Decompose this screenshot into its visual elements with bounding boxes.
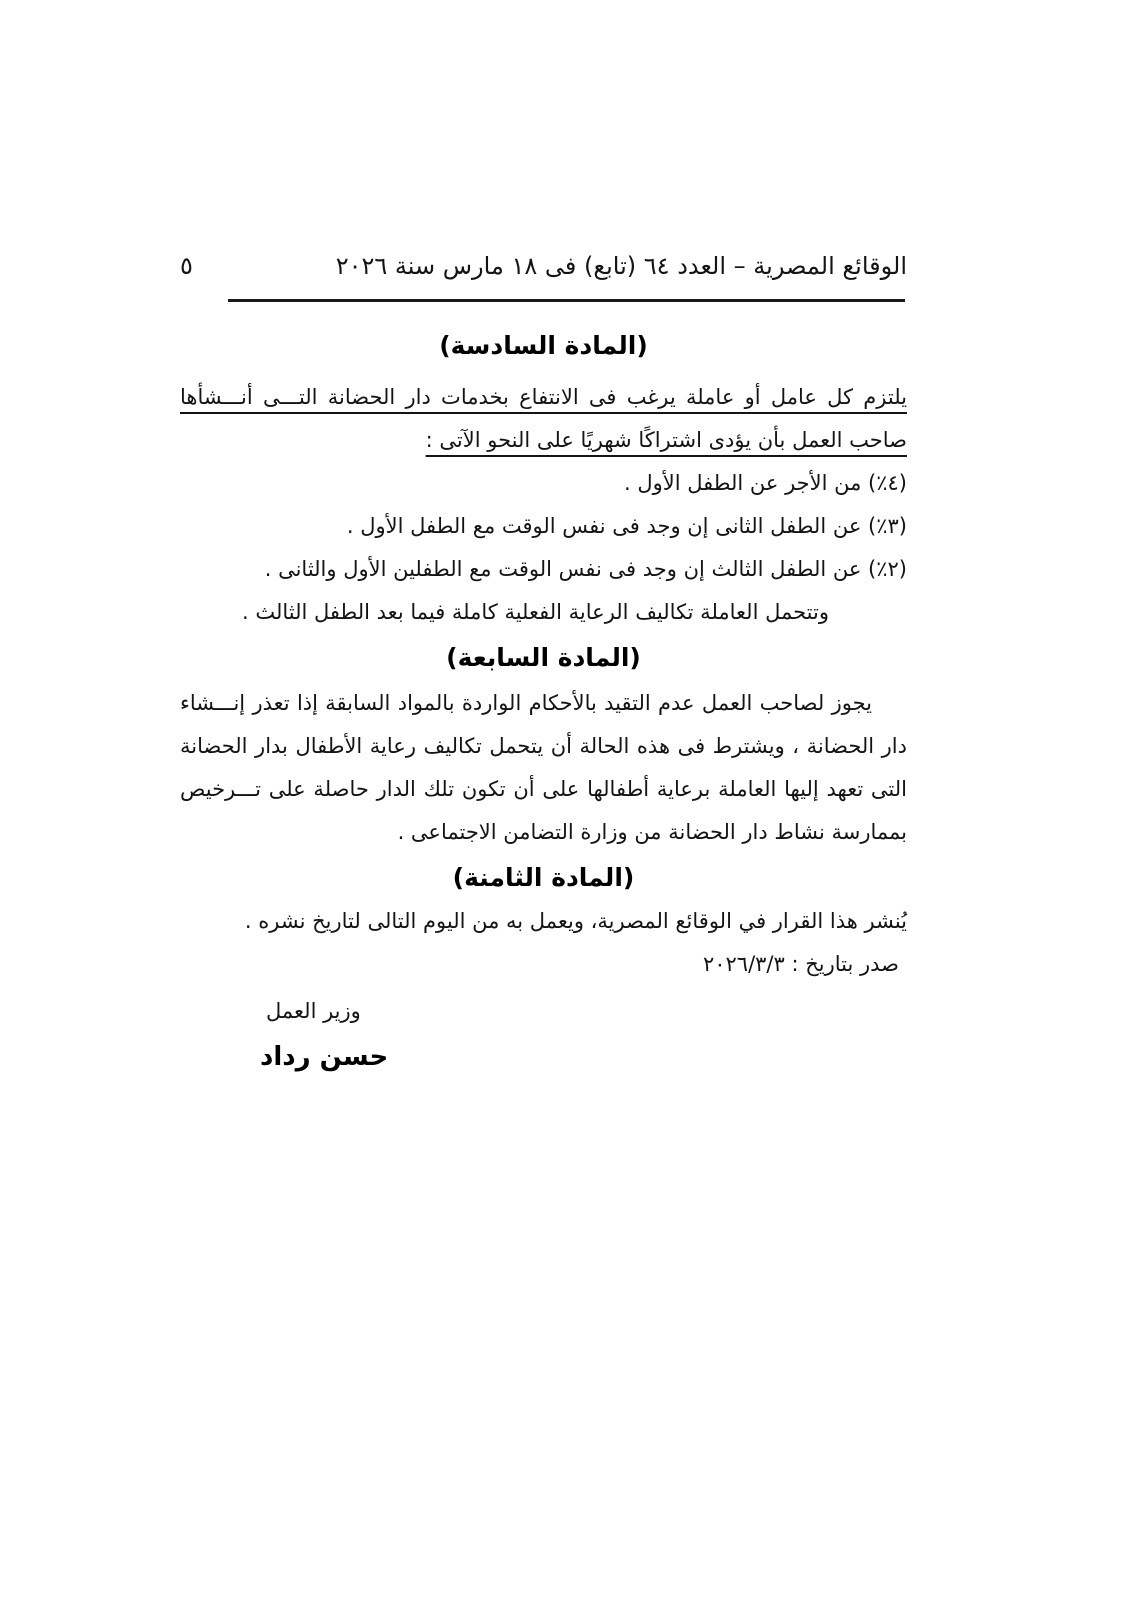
article-seven-line-1: يجوز لصاحب العمل عدم التقيد بالأحكام الواردة بالمواد السابقة إذا تعذر إنـــشاء [180, 691, 872, 715]
article-six-intro-line-2: صاحب العمل بأن يؤدى اشتراكًا شهريًا على النحو الآتى : [425, 428, 907, 452]
article-seven-line-4: بممارسة نشاط دار الحضانة من وزارة التضامن الاجتماعى . [397, 820, 907, 844]
article-six-title: (المادة السادسة) [439, 331, 648, 360]
gazette-header-title: الوقائع المصرية – العدد ٦٤ (تابع) فى ١٨ مارس سنة ٢٠٢٦ [335, 252, 907, 280]
issuance-date-line: صدر بتاريخ : ٢٠٢٦/٣/٣ [702, 952, 899, 976]
article-six-item-first-child: (٤٪) من الأجر عن الطفل الأول . [623, 471, 907, 495]
header-divider [228, 299, 905, 302]
article-six-intro-line-1: يلتزم كل عامل أو عاملة يرغب فى الانتفاع بخدمات دار الحضانة التـــى أنـــشأها [180, 385, 907, 409]
article-eight-body: يُنشر هذا القرار في الوقائع المصرية، ويعمل به من اليوم التالى لتاريخ نشره . [244, 909, 907, 933]
article-six-item-third-child: (٢٪) عن الطفل الثالث إن وجد فى نفس الوقت مع الطفلين الأول والثانى . [264, 557, 907, 581]
article-six-item-second-child: (٣٪) عن الطفل الثانى إن وجد فى نفس الوقت مع الطفل الأول . [346, 514, 907, 538]
article-six-closing-line: وتتحمل العاملة تكاليف الرعاية الفعلية كاملة فيما بعد الطفل الثالث . [241, 600, 829, 624]
signatory-title: وزير العمل [266, 999, 361, 1023]
article-seven-line-3: التى تعهد إليها العاملة برعاية أطفالها على أن تكون تلك الدار حاصلة على تـــرخيص [180, 777, 907, 801]
page-content [180, 0, 907, 1079]
signatory-name: حسن رداد [260, 1042, 389, 1072]
article-eight-title: (المادة الثامنة) [452, 863, 635, 892]
article-seven-line-2: دار الحضانة ، ويشترط فى هذه الحالة أن يتحمل تكاليف رعاية الأطفال بدار الحضانة [180, 734, 907, 758]
article-seven-title: (المادة السابعة) [446, 643, 641, 672]
page-number: ٥ [180, 252, 193, 280]
page-header [180, 243, 907, 289]
